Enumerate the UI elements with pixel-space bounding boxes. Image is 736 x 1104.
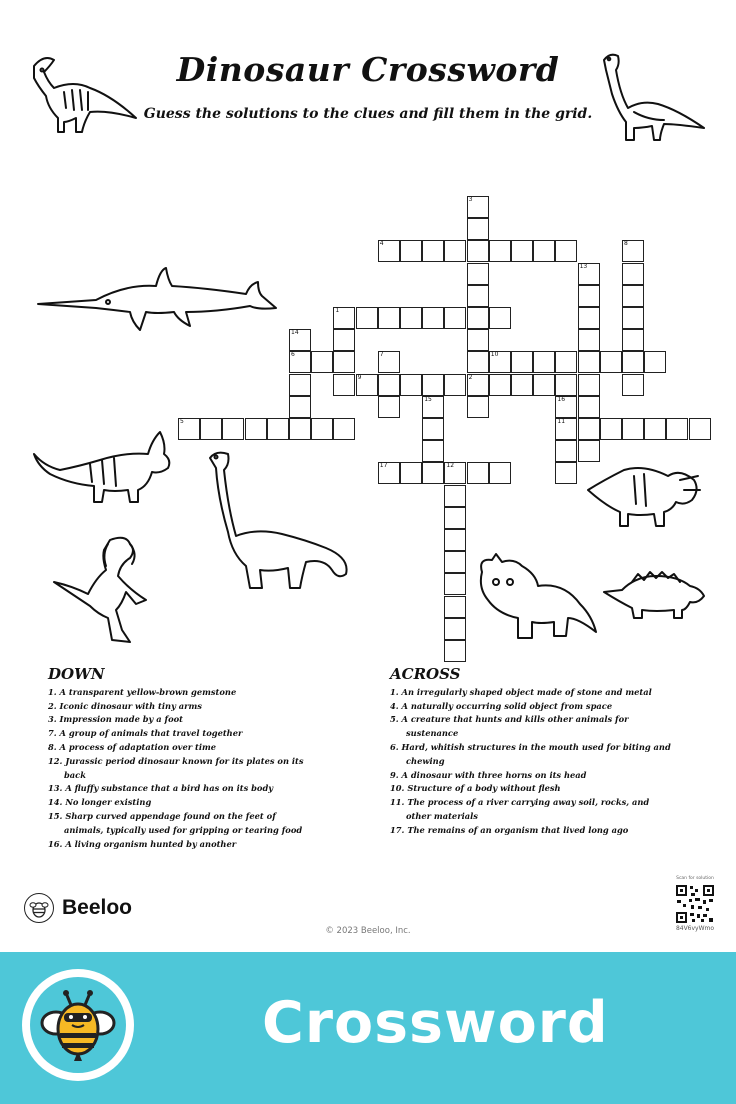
- clue-down-3: 3. Impression made by a foot: [48, 714, 183, 725]
- crossword-cell[interactable]: [444, 573, 466, 595]
- crossword-cell[interactable]: [289, 329, 311, 351]
- brachiosaurus-illustration-top-right: [598, 50, 708, 142]
- crossword-cell[interactable]: [467, 374, 489, 396]
- ankylosaurus-illustration: [602, 570, 706, 620]
- page-title: Dinosaur Crossword: [176, 50, 560, 89]
- crossword-cell[interactable]: [444, 485, 466, 507]
- crossword-cell[interactable]: [467, 263, 489, 285]
- clue-down-1: 1. A transparent yellow-brown gemstone: [48, 686, 237, 697]
- qr-caption: Scan for solution: [676, 876, 714, 881]
- crossword-cell[interactable]: [467, 462, 489, 484]
- triceratops-illustration-center: [474, 552, 598, 644]
- crossword-cell[interactable]: [333, 329, 355, 351]
- crossword-cell[interactable]: [444, 374, 466, 396]
- crossword-cell[interactable]: [356, 307, 378, 329]
- crossword-cell[interactable]: [400, 462, 422, 484]
- crossword-cell[interactable]: [622, 418, 644, 440]
- clue-number-label: 15: [424, 395, 432, 403]
- crossword-cell[interactable]: [289, 351, 311, 373]
- crossword-cell[interactable]: [622, 374, 644, 396]
- ichthyosaur-illustration: [36, 264, 280, 334]
- crossword-cell[interactable]: [467, 329, 489, 351]
- crossword-cell[interactable]: [178, 418, 200, 440]
- crossword-cell[interactable]: [467, 218, 489, 240]
- crossword-cell[interactable]: [333, 307, 355, 329]
- crossword-cell[interactable]: [555, 440, 577, 462]
- clues-down-section: [48, 665, 318, 851]
- crossword-cell[interactable]: [489, 240, 511, 262]
- clue-down-14: 14. No longer existing: [48, 797, 152, 808]
- crossword-cell[interactable]: [489, 351, 511, 373]
- crossword-cell[interactable]: [378, 374, 400, 396]
- crossword-cell[interactable]: [578, 329, 600, 351]
- qr-code-icon[interactable]: [675, 884, 715, 924]
- crossword-cell[interactable]: [444, 551, 466, 573]
- crossword-cell[interactable]: [400, 374, 422, 396]
- clues-across-section: [390, 665, 672, 838]
- crossword-cell[interactable]: [311, 351, 333, 373]
- crossword-cell[interactable]: [666, 418, 688, 440]
- crossword-cell[interactable]: [422, 440, 444, 462]
- clue-across-11: 11. The process of a river carrying away soil, rocks, and other materials: [390, 797, 650, 821]
- crossword-cell[interactable]: [333, 374, 355, 396]
- crossword-cell[interactable]: [422, 396, 444, 418]
- clue-number-label: 16: [557, 395, 566, 403]
- crossword-cell[interactable]: [622, 240, 644, 262]
- clue-down-7: 7. A group of animals that travel together: [48, 728, 243, 739]
- clue-down-12: 12. Jurassic period dinosaur known for its plates on its back: [48, 755, 304, 780]
- crossword-cell[interactable]: [444, 596, 466, 618]
- parasaurolophus-illustration-top-left: [24, 52, 140, 138]
- clue-number-label: 7: [379, 351, 384, 359]
- crossword-cell[interactable]: [333, 351, 355, 373]
- crossword-cell[interactable]: [289, 418, 311, 440]
- crossword-cell[interactable]: [578, 307, 600, 329]
- crossword-cell[interactable]: [422, 307, 444, 329]
- clue-number-label: 14: [291, 329, 299, 337]
- clue-across-4: 4. A naturally occurring solid object from space: [390, 700, 613, 711]
- crossword-cell[interactable]: [444, 529, 466, 551]
- crossword-cell[interactable]: [489, 307, 511, 329]
- crossword-cell[interactable]: [378, 396, 400, 418]
- crossword-cell[interactable]: [600, 351, 622, 373]
- crossword-cell[interactable]: [555, 396, 577, 418]
- clue-number-label: 17: [379, 462, 388, 470]
- page-subtitle: Guess the solutions to the clues and fill them in the grid.: [143, 106, 593, 122]
- triceratops-illustration-right: [584, 460, 702, 532]
- footer-label: Crossword: [262, 990, 609, 1056]
- crossword-cell[interactable]: [578, 351, 600, 373]
- corythosaurus-illustration: [30, 430, 174, 506]
- crossword-cell[interactable]: [444, 618, 466, 640]
- clue-across-10: 10. Structure of a body without flesh: [390, 783, 561, 794]
- crossword-cell[interactable]: [422, 462, 444, 484]
- crossword-cell[interactable]: [622, 329, 644, 351]
- crossword-cell[interactable]: [222, 418, 244, 440]
- crossword-cell[interactable]: [422, 374, 444, 396]
- crossword-cell[interactable]: [689, 418, 711, 440]
- crossword-cell[interactable]: [378, 307, 400, 329]
- clue-across-17: 17. The remains of an organism that lived long ago: [390, 824, 629, 835]
- clue-across-9: 9. A dinosaur with three horns on its head: [390, 769, 587, 780]
- crossword-cell[interactable]: [311, 418, 333, 440]
- crossword-cell[interactable]: [533, 240, 555, 262]
- crossword-cell[interactable]: [356, 374, 378, 396]
- clues-down-heading: DOWN: [48, 665, 105, 683]
- crossword-cell[interactable]: [622, 351, 644, 373]
- bee-logo-icon: [24, 893, 54, 923]
- crossword-cell[interactable]: [489, 462, 511, 484]
- sauropod-illustration-center: [206, 448, 352, 592]
- clue-across-6: 6. Hard, whitish structures in the mouth used for biting and chewing: [390, 741, 671, 766]
- crossword-cell[interactable]: [511, 374, 533, 396]
- crossword-cell[interactable]: [555, 418, 577, 440]
- crossword-cell[interactable]: [533, 374, 555, 396]
- crossword-cell[interactable]: [289, 374, 311, 396]
- crossword-cell[interactable]: [245, 418, 267, 440]
- crossword-cell[interactable]: [555, 240, 577, 262]
- brand-name: Beeloo: [62, 896, 133, 919]
- clue-down-13: 13. A fluffy substance that a bird has on its body: [48, 783, 274, 794]
- clue-number-label: 13: [579, 262, 588, 270]
- crossword-cell[interactable]: [578, 374, 600, 396]
- crossword-cell[interactable]: [422, 240, 444, 262]
- crossword-cell[interactable]: [622, 307, 644, 329]
- crossword-cell[interactable]: [467, 196, 489, 218]
- crossword-cell[interactable]: [600, 418, 622, 440]
- brand-block: [24, 893, 132, 923]
- crossword-cell[interactable]: [489, 374, 511, 396]
- crossword-cell[interactable]: [555, 374, 577, 396]
- crossword-cell[interactable]: [444, 640, 466, 662]
- clue-down-15: 15. Sharp curved appendage found on the feet of animals, typically used for gripping or tearing food: [48, 810, 303, 835]
- clue-down-2: 2. Iconic dinosaur with tiny arms: [48, 700, 202, 711]
- crossword-cell[interactable]: [200, 418, 222, 440]
- crossword-cell[interactable]: [444, 507, 466, 529]
- crossword-cell[interactable]: [467, 396, 489, 418]
- crossword-cell[interactable]: [467, 307, 489, 329]
- crossword-cell[interactable]: [400, 307, 422, 329]
- crossword-cell[interactable]: [555, 351, 577, 373]
- crossword-cell[interactable]: [644, 418, 666, 440]
- clue-across-1: 1. An irregularly shaped object made of stone and metal: [390, 686, 652, 697]
- crossword-cell[interactable]: [511, 351, 533, 373]
- clue-number-label: 1: [335, 307, 340, 314]
- crossword-cell[interactable]: [333, 418, 355, 440]
- clues-across-heading: ACROSS: [390, 665, 461, 683]
- crossword-cell[interactable]: [578, 285, 600, 307]
- crossword-cell[interactable]: [444, 240, 466, 262]
- crossword-cell[interactable]: [644, 351, 666, 373]
- clue-across-5: 5. A creature that hunts and kills other animals for sustenance: [390, 714, 629, 739]
- crossword-cell[interactable]: [467, 285, 489, 307]
- qr-code-id: 84V6vyWmo: [675, 925, 715, 932]
- crossword-cell[interactable]: [267, 418, 289, 440]
- clue-number-label: 2: [468, 373, 473, 381]
- clue-number-label: 6: [291, 351, 295, 359]
- copyright-notice: © 2023 Beeloo, Inc.: [325, 926, 411, 936]
- clue-number-label: 11: [557, 418, 566, 425]
- crossword-cell[interactable]: [467, 240, 489, 262]
- crossword-cell[interactable]: [378, 240, 400, 262]
- crossword-cell[interactable]: [467, 351, 489, 373]
- crossword-cell[interactable]: [622, 285, 644, 307]
- crossword-cell[interactable]: [533, 351, 555, 373]
- clue-number-label: 4: [379, 240, 384, 248]
- crossword-cell[interactable]: [378, 351, 400, 373]
- crossword-cell[interactable]: [578, 263, 600, 285]
- crossword-cell[interactable]: [555, 462, 577, 484]
- clue-number-label: 10: [490, 351, 499, 359]
- footer-banner: [0, 952, 736, 1104]
- dilophosaurus-illustration: [50, 534, 154, 646]
- clue-down-16: 16. A living organism hunted by another: [48, 838, 237, 849]
- clue-number-label: 12: [446, 462, 455, 470]
- clue-down-8: 8. A process of adaptation over time: [48, 741, 217, 752]
- clue-number-label: 3: [468, 196, 473, 203]
- crossword-cell[interactable]: [511, 240, 533, 262]
- crossword-cell[interactable]: [622, 263, 644, 285]
- crossword-cell[interactable]: [578, 418, 600, 440]
- crossword-cell[interactable]: [444, 462, 466, 484]
- footer-bee-logo: [22, 969, 134, 1081]
- clue-number-label: 5: [180, 418, 184, 425]
- crossword-cell[interactable]: [422, 418, 444, 440]
- clue-number-label: 9: [357, 373, 362, 381]
- crossword-cell[interactable]: [378, 462, 400, 484]
- crossword-cell[interactable]: [444, 307, 466, 329]
- crossword-cell[interactable]: [400, 240, 422, 262]
- crossword-cell[interactable]: [289, 396, 311, 418]
- clue-number-label: 8: [624, 240, 628, 248]
- bee-mascot-icon: [38, 985, 118, 1065]
- crossword-cell[interactable]: [578, 396, 600, 418]
- crossword-cell[interactable]: [578, 440, 600, 462]
